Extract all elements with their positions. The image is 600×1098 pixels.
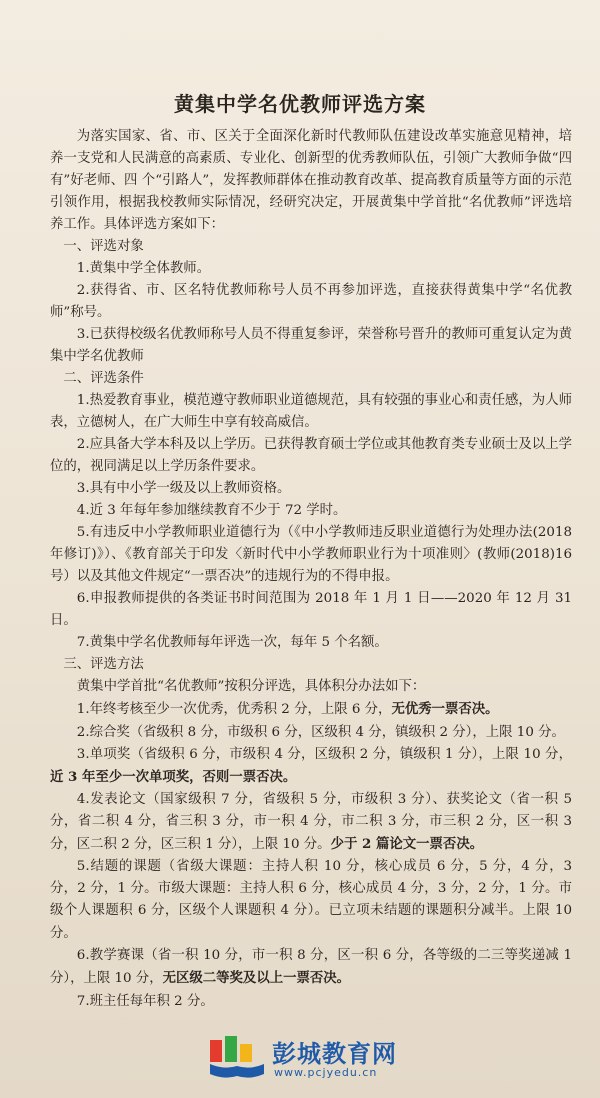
item-text: 3.单项奖（省级积 6 分，市级积 4 分，区级积 2 分，镇级积 1 分），上限 10 分， — [76, 747, 572, 762]
section3-lead: 黄集中学首批“名优教师”按积分评选，具体积分办法如下： — [76, 679, 426, 694]
intro-paragraph: 为落实国家、省、市、区关于全面深化新时代教师队伍建设改革实施意见精神，培养一支党和人民满意的高素质、专业化、创新型的优秀教师队伍，引领广大教师争做“四有”好老师、四 个“引路人”，发挥教师群体在推动教育改革、提高教育质量等方面的示范引领作用，根据我校教师实际情况，经研究决定，开展黄集中学首批“名优教师”评选培养工作。具体评选方案如下： — [50, 129, 572, 232]
document-title: 黄集中学名优教师评选方案 — [174, 92, 426, 116]
section2-item: 2.应具备大学本科及以上学历。已获得教育硕士学位或其他教育类专业硕士及以上学位的，视同满足以上学历条件要求。 — [50, 437, 572, 474]
section3-item — [50, 990, 572, 1013]
section1-item: 1.黄集中学全体教师。 — [76, 261, 211, 276]
section2-item: 7.黄集中学名优教师每年评选一次，每年 5 个名额。 — [76, 635, 388, 650]
section2-item: 1.热爱教育事业，模范遵守教师职业道德规范，具有较强的事业心和责任感，为人师表，立德树人，在广大师生中享有较高威信。 — [50, 393, 572, 430]
book-logo-icon — [208, 1034, 266, 1080]
book-bar-yellow — [240, 1044, 252, 1062]
document-body — [50, 126, 572, 1013]
veto-clause: 近 3 年至少一次单项奖，否则一票否决。 — [50, 769, 297, 785]
section-heading-1: 一、评选对象 — [63, 239, 144, 254]
veto-clause: 无优秀一票否决。 — [391, 701, 499, 717]
section3-item — [50, 856, 572, 945]
item-text: 7.班主任每年积 2 分。 — [76, 994, 214, 1009]
section1-item: 2.获得省、市、区名特优教师称号人员不再参加评选，直接获得黄集中学“名优教师”称号。 — [50, 283, 572, 320]
section-heading-3: 三、评选方法 — [63, 657, 144, 672]
item-text: 1.年终考核至少一次优秀，优秀积 2 分，上限 6 分， — [76, 702, 392, 717]
section2-item: 6.申报教师提供的各类证书时间范围为 2018 年 1 月 1 日——2020 年 12 月 31 日。 — [50, 591, 572, 628]
section-heading-2: 二、评选条件 — [63, 371, 144, 386]
item-text: 6.教学赛课（省一积 10 分，市一积 8 分，区一积 6 分，各等级的二三等奖递减 1 分），上限 10 分， — [50, 948, 572, 986]
section2-item: 3.具有中小学一级及以上教师资格。 — [76, 481, 291, 496]
section3-item — [50, 721, 572, 744]
item-text: 2.综合奖（省级积 8 分，市级积 6 分，区级积 4 分，镇级积 2 分），上限 10 分。 — [76, 725, 565, 740]
brand-name: 彭城教育网 — [272, 1040, 397, 1068]
veto-clause: 少于 2 篇论文一票否决。 — [330, 836, 484, 852]
section2-item: 5.有违反中小学教师职业道德行为（《中小学教师违反职业道德行为处理办法(2018 年修订)》）、《教育部关于印发〈新时代中小学教师职业行为十项准则〉(教师(2018)16 号）以及其他文件规定“一票否决”的违规行为的不得申报。 — [50, 525, 572, 584]
item-text: 4.发表论文（国家级积 7 分，省级积 5 分，市级积 3 分）、获奖论文（省一积 5 分，省二积 4 分，省三积 3 分，市一积 4 分，市二积 3 分，市三积 2 分，区一积 3 分，区二积 2 分，区三积 1 分），上限 10 分。 — [50, 792, 572, 852]
section3-item — [50, 744, 572, 789]
section3-item — [50, 698, 572, 721]
veto-clause: 无区级二等奖及以上一票否决。 — [162, 970, 351, 986]
section3-item — [50, 789, 572, 856]
item-text: 5.结题的课题（省级大课题：主持人积 10 分，核心成员 6 分，5 分，4 分，3 分，2 分，1 分。市级大课题：主持人积 6 分，核心成员 4 分，3 分，2 分，1 分。市级个人课题积 6 分，区级个人课题积 4 分）。已立项未结题的课题积分减半。上限 10 分。 — [50, 859, 572, 941]
section2-item: 4.近 3 年每年参加继续教育不少于 72 学时。 — [76, 503, 347, 518]
section1-item: 3.已获得校级名优教师称号人员不得重复参评，荣誉称号晋升的教师可重复认定为黄集中学名优教师 — [50, 327, 572, 364]
watermark-footer — [0, 1018, 600, 1088]
book-base — [210, 1064, 264, 1078]
section3-item — [50, 945, 572, 990]
brand-url: www.pcjyedu.cn — [274, 1066, 378, 1079]
book-bar-red — [210, 1040, 222, 1062]
book-bar-green — [225, 1036, 237, 1062]
